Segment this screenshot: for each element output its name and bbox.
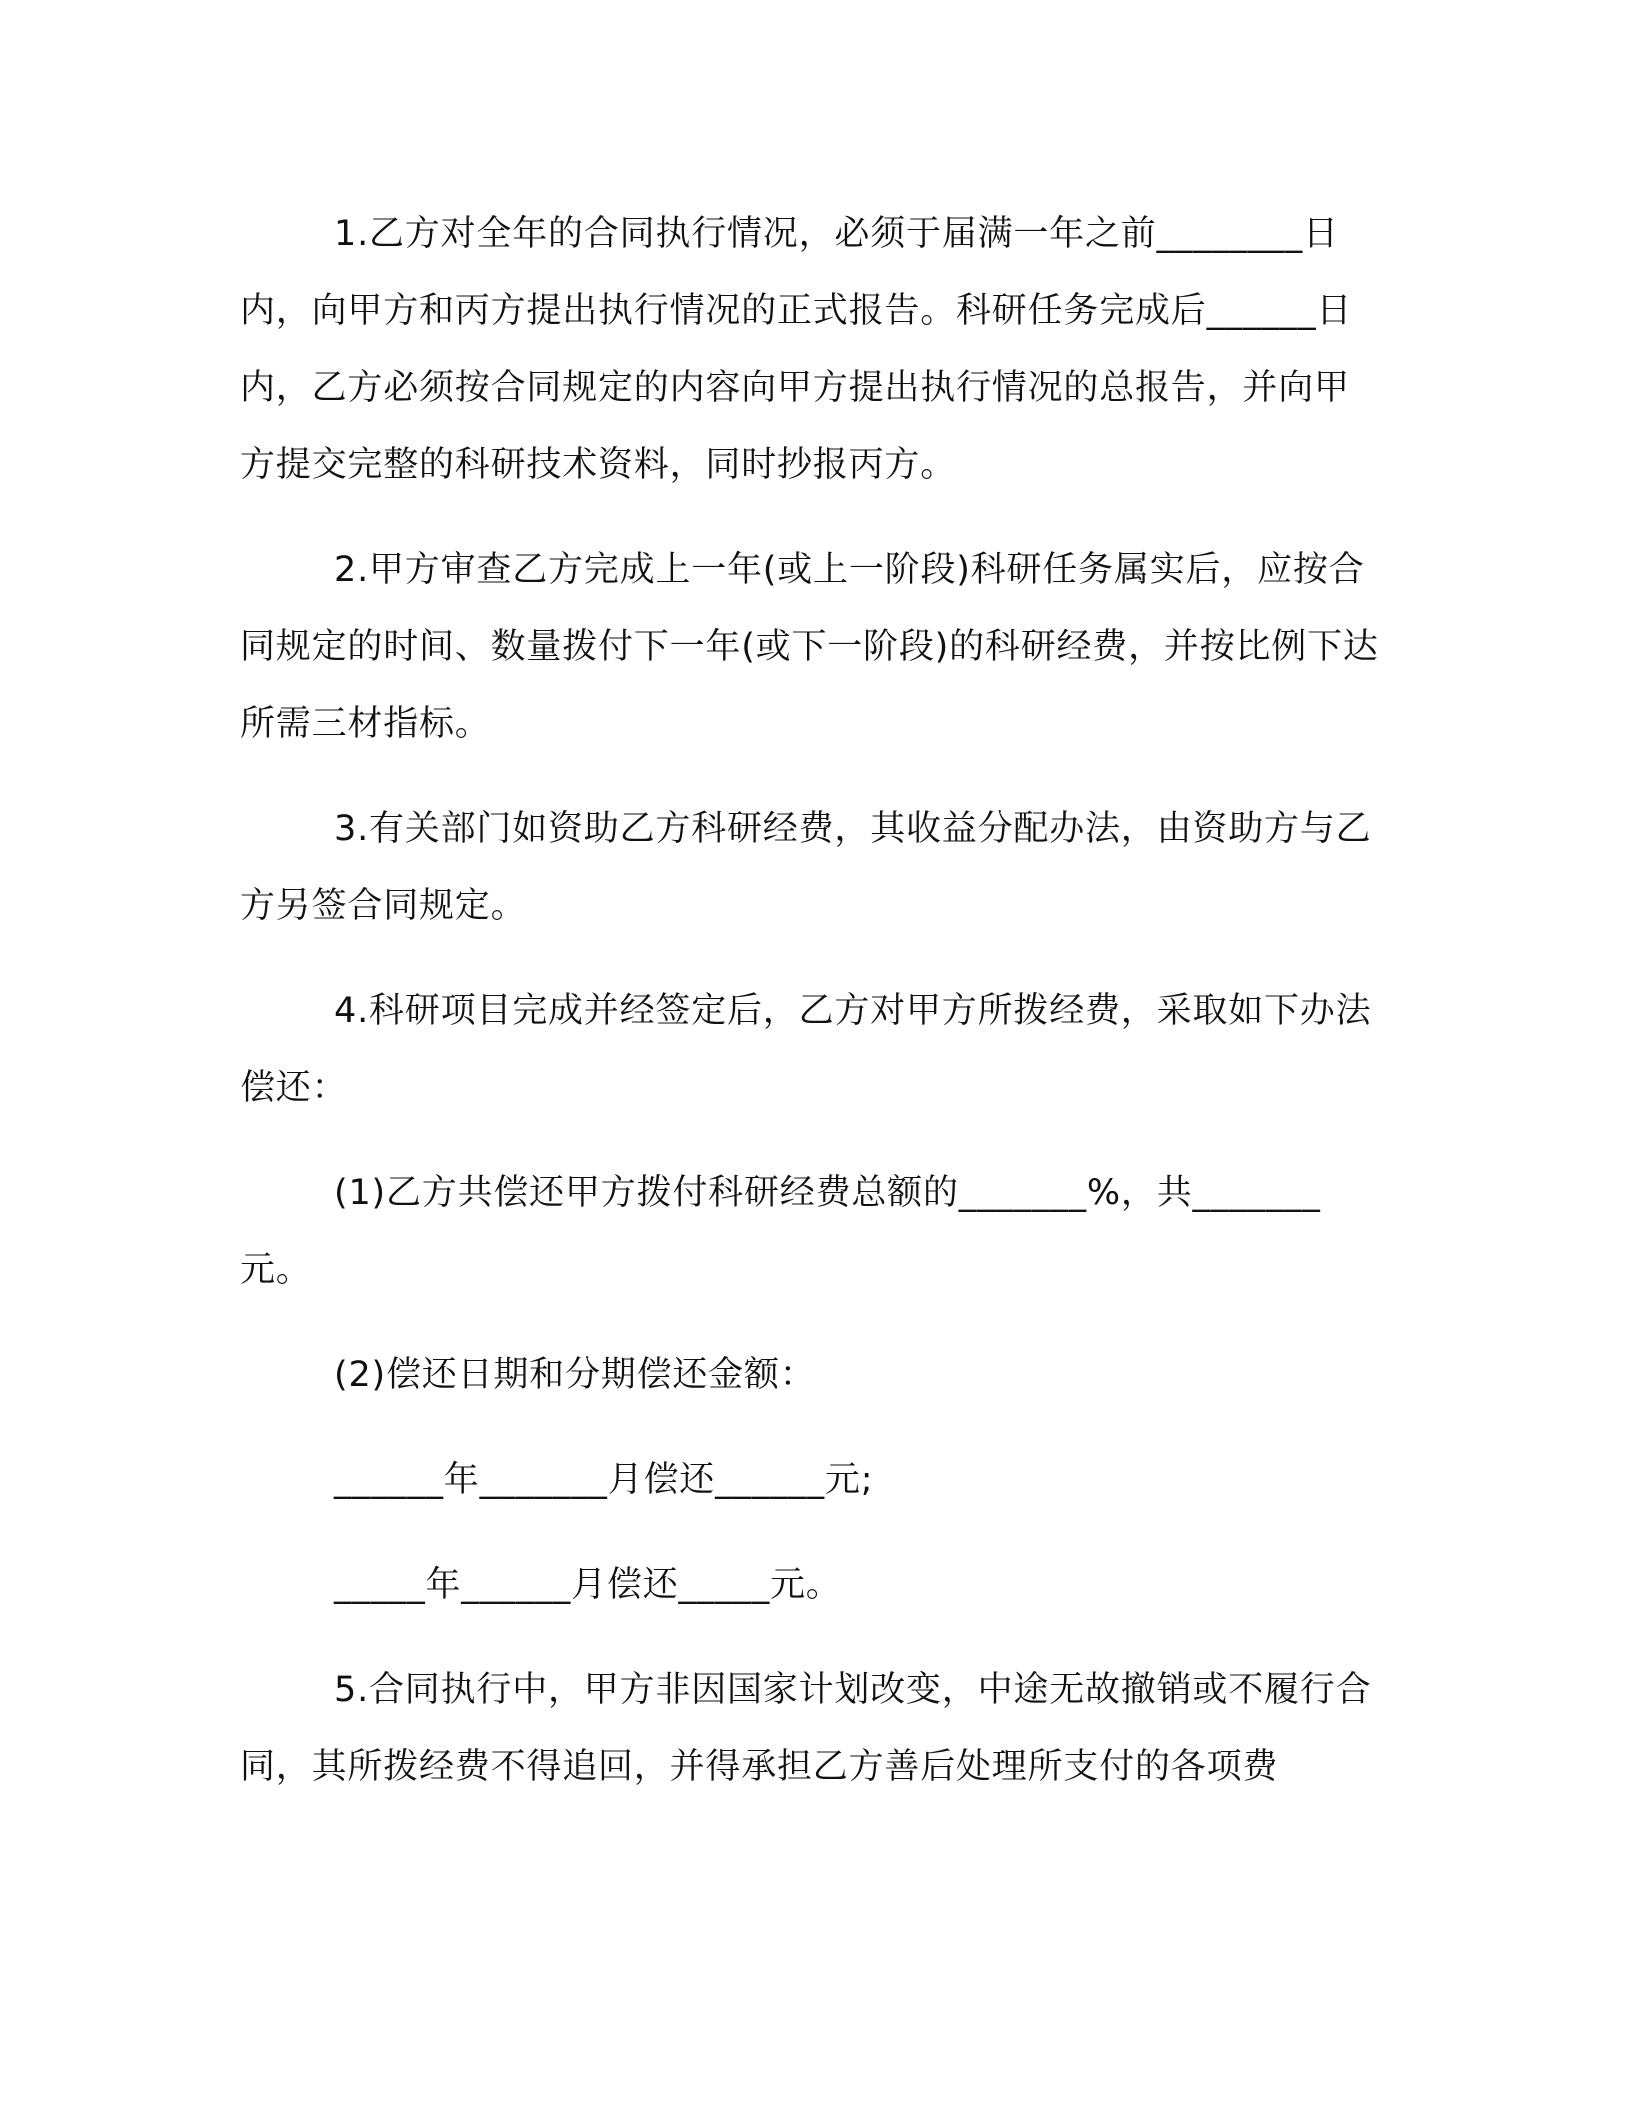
repayment-line-2: _____年______月偿还_____元。 (334, 1565, 842, 1605)
paragraph-3: 3.有关部门如资助乙方科研经费，其收益分配办法，由资助方与乙方另签合同规定。 (240, 809, 1372, 926)
paragraph-5: 5.合同执行中，甲方非因国家计划改变，中途无故撤销或不履行合同，其所拨经费不得追回，并得承担乙方善后处理所支付的各项费 (240, 1670, 1372, 1787)
paragraph-4-2: (2)偿还日期和分期偿还金额： (334, 1355, 816, 1395)
paragraph-1: 1.乙方对全年的合同执行情况，必须于届满一年之前________日内，向甲方和丙方提出执行情况的正式报告。科研任务完成后______日内，乙方必须按合同规定的内容向甲方提出执行情况的总报告，并向甲方提交完整的科研技术资料，同时抄报丙方。 (240, 214, 1353, 485)
repayment-line-1: ______年_______月偿还______元; (334, 1460, 874, 1500)
document-body (240, 196, 1380, 1806)
paragraph-4: 4.科研项目完成并经签定后，乙方对甲方所拨经费，采取如下办法偿还： (240, 991, 1372, 1108)
paragraph-2: 2.甲方审查乙方完成上一年(或上一阶段)科研任务属实后，应按合同规定的时间、数量拨付下一年(或下一阶段)的科研经费，并按比例下达所需三材指标。 (240, 550, 1379, 744)
paragraph-4-1: (1)乙方共偿还甲方拨付科研经费总额的_______%，共_______元。 (240, 1173, 1321, 1290)
